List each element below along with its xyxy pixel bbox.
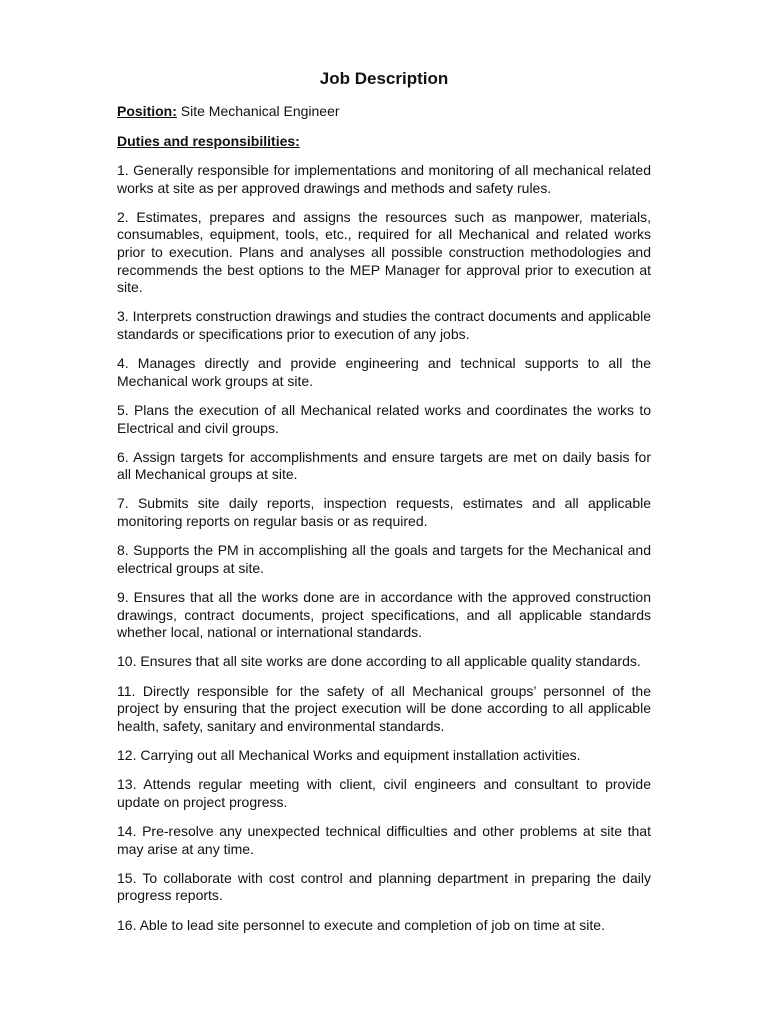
duty-item: 12. Carrying out all Mechanical Works and equipment installation activities. [117,746,581,763]
duty-item: 6. Assign targets for accomplishments and ensure targets are met on daily basis for all Mechanical groups at site. [117,448,651,483]
duty-item: 14. Pre-resolve any unexpected technical difficulties and other problems at site that may arise at any time. [117,822,651,857]
page-title: Job Description [319,69,449,88]
duty-item: 16. Able to lead site personnel to execute and completion of job on time at site. [117,916,605,933]
duties-heading: Duties and responsibilities: [117,133,300,149]
duty-item: 5. Plans the execution of all Mechanical related works and coordinates the works to Electrical and civil groups. [117,401,651,436]
duty-item: 15. To collaborate with cost control and planning department in preparing the daily progress reports. [117,869,651,904]
position-label: Position: [117,103,177,119]
duty-item: 2. Estimates, prepares and assigns the resources such as manpower, materials, consumables, equipment, tools, etc., required for all Mechanical and related works prior to execution. Plans and analyses all possible construction methodologies and recommends the best options to the MEP Manager for approval prior to execution at site. [117,208,651,296]
duties-list [117,162,651,946]
position-value: Site Mechanical Engineer [180,103,340,119]
duty-item: 3. Interprets construction drawings and studies the contract documents and applicable standards or specifications prior to execution of any jobs. [117,308,651,342]
duty-item: 13. Attends regular meeting with client, civil engineers and consultant to provide update on project progress. [117,776,651,810]
duty-item: 10. Ensures that all site works are done according to all applicable quality standards. [117,653,641,670]
duty-item: 9. Ensures that all the works done are in accordance with the approved construction drawings, contract documents, project specifications, and all applicable standards whether local, national or international standards. [117,589,651,641]
duty-item: 8. Supports the PM in accomplishing all the goals and targets for the Mechanical and electrical groups at site. [117,542,651,576]
duty-item: 4. Manages directly and provide engineering and technical supports to all the Mechanical work groups at site. [117,355,651,389]
duty-item: 7. Submits site daily reports, inspection requests, estimates and all applicable monitoring reports on regular basis or as required. [117,495,651,530]
duty-item: 1. Generally responsible for implementations and monitoring of all mechanical related works at site as per approved drawings and methods and safety rules. [117,162,651,196]
duty-item: 11. Directly responsible for the safety of all Mechanical groups’ personnel of the project by ensuring that the project execution will be done according to all applicable health, safety, sanitary and environmental standards. [117,682,651,734]
position-line [117,102,340,120]
